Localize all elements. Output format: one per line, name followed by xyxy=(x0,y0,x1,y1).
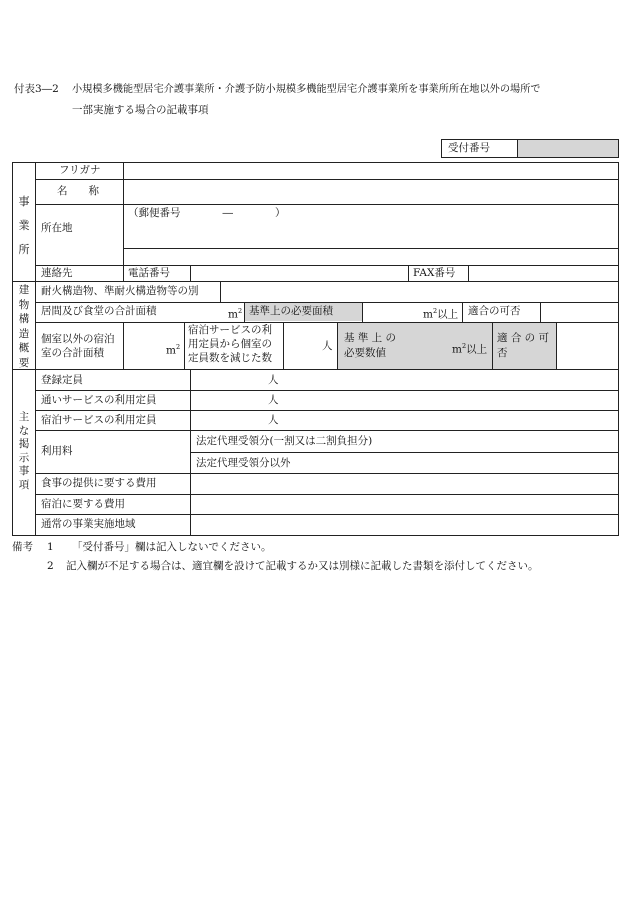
contact-label: 連絡先 xyxy=(41,267,73,279)
suitability-label: 適合の可否 xyxy=(468,305,521,317)
name-input[interactable] xyxy=(124,181,618,203)
section-label-jigyosho: 事業所 xyxy=(18,195,30,256)
name-label: 名 称 xyxy=(57,185,99,197)
room-area-label-2: 室の合計面積 xyxy=(41,347,104,359)
form-title-line1: 小規模多機能型居宅介護事業所・介護予防小規模多機能型居宅介護事業所を事業所所在地以外の場所で xyxy=(72,84,541,95)
living-area-label: 居間及び食堂の合計面積 xyxy=(41,305,157,317)
lodging-cost-input[interactable] xyxy=(191,495,618,513)
suitability-input[interactable] xyxy=(541,303,618,321)
lodging-cost-label: 宿泊に要する費用 xyxy=(41,498,125,510)
stay-diff-label-2: 用定員から個室の xyxy=(188,338,272,350)
stay-diff-label-3: 定員数を減じた数 xyxy=(188,352,272,364)
remarks-label: 備考 xyxy=(12,541,33,553)
usage-fee-proxy-label: 法定代理受領分(一割又は二割負担分) xyxy=(196,435,373,447)
day-service-capacity-unit: 人 xyxy=(268,394,279,406)
remark-1: 「受付番号」欄は記入しないでください。 xyxy=(72,541,272,553)
standard-value-label-2: 必要数値 xyxy=(344,347,386,359)
fireproof-label: 耐火構造物、準耐火構造物等の別 xyxy=(41,285,199,297)
address-input[interactable] xyxy=(124,249,618,264)
furigana-label: フリガナ xyxy=(59,164,101,176)
fax-input[interactable] xyxy=(469,266,618,280)
stay-service-capacity-unit: 人 xyxy=(268,414,279,426)
remark-1-number: 1 xyxy=(47,541,54,553)
person-unit: 人 xyxy=(322,340,333,352)
phone-input[interactable] xyxy=(191,266,407,280)
standard-value-label-1: 基 準 上 の xyxy=(344,332,397,344)
address-label: 所在地 xyxy=(41,222,73,234)
section-label-notices: 主な掲示事項 xyxy=(18,411,30,491)
registration-capacity-unit: 人 xyxy=(268,374,279,386)
room-area-label-1: 個室以外の宿泊 xyxy=(41,333,115,345)
service-area-label: 通常の事業実施地域 xyxy=(41,518,136,530)
form-number: 付表3―2 xyxy=(14,83,59,95)
fireproof-input[interactable] xyxy=(221,282,618,301)
remark-2-number: 2 xyxy=(47,560,54,572)
meal-cost-input[interactable] xyxy=(191,474,618,493)
registration-capacity-label: 登録定員 xyxy=(41,374,83,386)
suitability2-label-2: 否 xyxy=(497,347,508,359)
room-area-unit: $m^2$ xyxy=(166,343,181,357)
usage-fee-label: 利用料 xyxy=(41,445,73,457)
section-label-building: 建物構造概要 xyxy=(18,284,30,369)
meal-cost-label: 食事の提供に要する費用 xyxy=(41,477,157,489)
suitability2-input[interactable] xyxy=(557,323,618,368)
day-service-capacity-label: 通いサービスの利用定員 xyxy=(41,394,157,406)
phone-label: 電話番号 xyxy=(128,267,170,279)
required-area-unit: $m^2$以上 xyxy=(423,307,459,321)
standard-value-unit: $m^2$以上 xyxy=(452,342,488,356)
service-area-input[interactable] xyxy=(191,515,618,535)
suitability2-label-1: 適 合 の 可 xyxy=(497,332,550,344)
form-title-line2: 一部実施する場合の記載事項 xyxy=(72,104,209,116)
remark-2: 記入欄が不足する場合は、適宜欄を設けて記載するか又は別様に記載した書類を添付してください。 xyxy=(66,560,539,572)
postal-code-field[interactable]: （郵便番号 ― ） xyxy=(128,207,286,219)
receipt-label: 受付番号 xyxy=(448,142,490,154)
furigana-input[interactable] xyxy=(124,164,618,178)
usage-fee-other-label: 法定代理受領分以外 xyxy=(196,457,291,469)
stay-service-capacity-label: 宿泊サービスの利用定員 xyxy=(41,414,157,426)
living-area-unit: $m^2$ xyxy=(228,307,243,321)
stay-diff-label-1: 宿泊サービスの利 xyxy=(188,324,272,336)
required-area-label: 基準上の必要面積 xyxy=(249,305,333,317)
fax-label: FAX番号 xyxy=(413,267,456,279)
